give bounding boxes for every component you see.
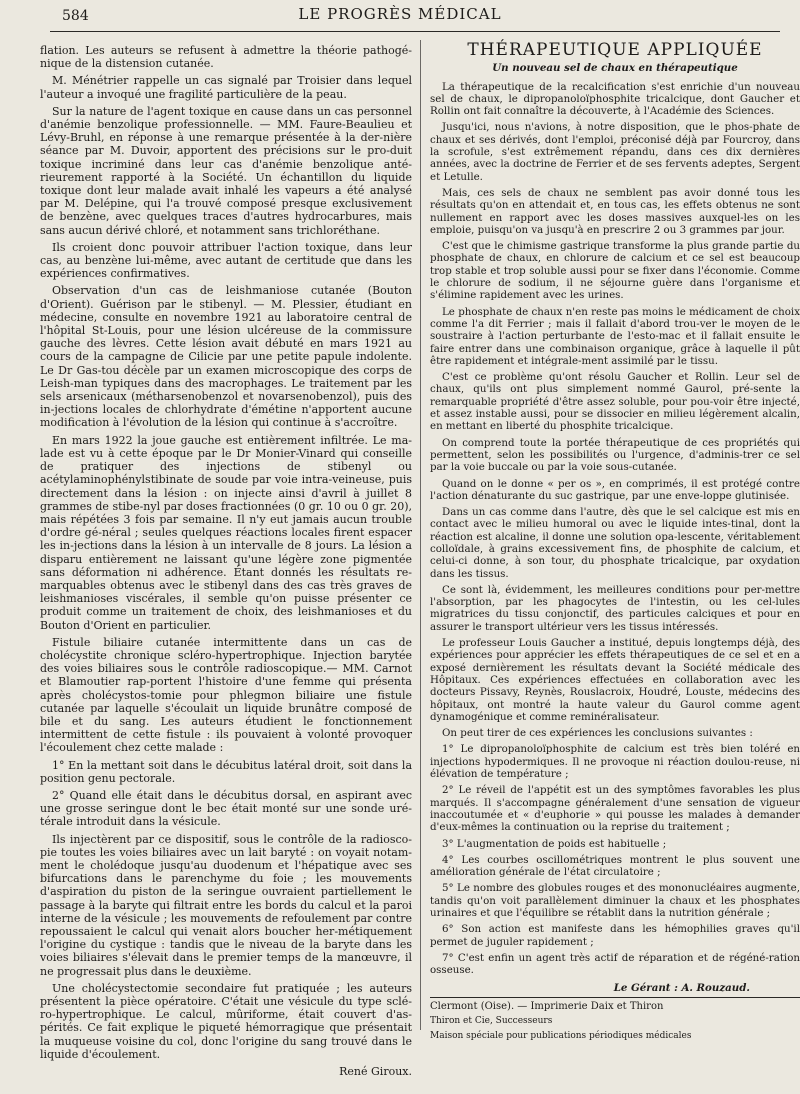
paragraph: M. Ménétrier rappelle un cas signalé par Troisier dans lequel l'auteur a invoqué une fragilité particulière de la peau.	[40, 74, 412, 101]
paragraph: C'est que le chimisme gastrique transforme la plus grande partie du phosphate de chaux, en chlorure de calcium et ce sel est beaucoup trop stable et trop soluble aussi pour se fixer dans l'économie. Comme le chlorure de sodium, il ne séjourne guère dans l'organisme et s'élimine rapidement avec les urines.	[430, 240, 800, 302]
column-divider	[420, 40, 421, 1030]
paragraph: Le phosphate de chaux n'en reste pas moins le médicament de choix comme l'a dit Ferrier ; mais il fallait d'abord trou-ver le moyen de le soustraire à l'action perturbante de l'esto-mac et il fallait ensuite le faire entrer dans une combinaison organique, grâce à laquelle il pût être rapidement et intégrale-ment assimilé par le tissu.	[430, 305, 800, 367]
paragraph: Fistule biliaire cutanée intermittente dans un cas de cholécystite chronique scléro-hypertrophique. Injection barytée des voies biliaires sous le contrôle radioscopique.— MM. Carnot et Blamoutier rap-portent l'histoire d'une femme qui présenta après cholécystos-tomie pour phlegmon biliaire une fistule cutanée par laquelle s'écoulait un liquide brunâtre composé de bile et du sang. Les auteurs étudient le fonctionnement intermittent de cette fistule : ils pouvaient à volonté provoquer l'écoulement chez cette malade :	[40, 635, 412, 755]
list-item: 6° Son action est manifeste dans les hémophilies graves qu'il permet de juguler rapidement ;	[430, 923, 800, 948]
printer-line: Maison spéciale pour publications périodiques médicales	[430, 1030, 692, 1041]
list-item: 3° L'augmentation de poids est habituelle ;	[442, 837, 667, 850]
paragraph: Le professeur Louis Gaucher a institué, depuis longtemps déjà, des expériences pour apprécier les effets thérapeutiques de ce sel et en a exposé dernièrement les résultats devant la Société médicale des Hôpitaux. Ces expériences effectuées en collaboration avec les docteurs Pissavy, Reynès, Rouslacroix, Houdré, Louste, médecins des hôpitaux, ont montré la haute valeur du Gaurol comme agent dynamogénique et comme reminéralisateur.	[430, 637, 800, 723]
right-column	[430, 40, 800, 1046]
paragraph: Ils injectèrent par ce dispositif, sous le contrôle de la radiosco-pie toutes les voies biliaires avec un lait baryté : on voyait notam-ment le cholédoque jusqu'au duodenum et l'hépatique avec ses bifurcations dans le parenchyme du foie ; les mouvements d'aspiration du piston de la seringue ouvraient partiellement le passage à la baryte qui filtrait entre les bords du calcul et la paroi interne de la vésicule ; les mouvements de refoulement par contre repoussaient le calcul qui venait alors boucher her-métiquement l'origine du cystique : tandis que le niveau de la baryte dans les voies biliaires s'élevait dans le premier temps de la manœuvre, il ne progressait plus dans le deuxième.	[40, 832, 412, 978]
journal-title: LE PROGRÈS MÉDICAL	[298, 5, 502, 23]
paragraph: Ils croient donc pouvoir attribuer l'action toxique, dans leur cas, au benzène lui-même, avec autant de certitude que dans les expériences confirmatives.	[40, 240, 412, 281]
list-item: 1° Le dipropanoloïphosphite de calcium est très bien toléré en injections hypodermiques. Il ne provoque ni réaction doulou-reuse, ni élévation de température ;	[430, 743, 800, 781]
printer-line: Clermont (Oise). — Imprimerie Daix et Thiron	[430, 1000, 664, 1012]
paragraph: Une cholécystectomie secondaire fut pratiquée ; les auteurs présentent la pièce opératoire. C'était une vésicule du type sclé-ro-hypertrophique. Le calcul, mûriforme, était couvert d'as-pérités. Ce fait explique le piqueté hémorragique que présentait la muqueuse voisine du col, donc l'origine du sang trouvé dans le liquide d'écoulement.	[40, 981, 412, 1061]
article-subtitle: Un nouveau sel de chaux en thérapeutique	[492, 62, 738, 75]
paragraph: Ce sont là, évidemment, les meilleures conditions pour per-mettre l'absorption, par les phagocytes de l'intestin, ou les cel-lules migratrices du tissu conjonctif, des particules calciques et pour en assurer le transport ultérieur vers les tissus intéressés.	[430, 583, 800, 633]
left-column	[40, 44, 412, 1078]
paragraph: C'est ce problème qu'ont résolu Gaucher et Rollin. Leur sel de chaux, qu'ils ont plus simplement nommé Gaurol, pré-sente la remarquable propriété d'être assez soluble, pour pou-voir être injecté, et assez instable aussi, pour se dissocier en milieu légèrement alcalin, en mettant en liberté du phosphite tricalcique.	[430, 371, 800, 433]
paragraph: Dans un cas comme dans l'autre, dès que le sel calcique est mis en contact avec le milieu humoral ou avec le liquide intes-tinal, dont la réaction est alcaline, il donne une solution opa-lescente, véritablement colloïdale, à grains excessivement fins, de phosphite de calcium, et celui-ci donne, à son tour, du phosphate tricalcique, par oxydation dans les tissus.	[430, 506, 800, 580]
list-item: 5° Le nombre des globules rouges et des mononucléaires augmente, tandis qu'on voit parallèlement diminuer la chaux et les phosphates urinaires et que l'équilibre se rétablit dans la nutrition générale ;	[430, 882, 800, 919]
paragraph: On peut tirer de ces expériences les conclusions suivantes :	[442, 727, 753, 740]
footer-rule	[430, 997, 800, 998]
page-number: 584	[62, 8, 89, 24]
paragraph: Observation d'un cas de leishmaniose cutanée (Bouton d'Orient). Guérison par le stibenyl. — M. Plessier, étudiant en médecine, consulte en novembre 1921 au laboratoire central de l'hôpital St-Louis, pour une lésion ulcéreuse de la commissure gauche des lèvres. Cette lésion avait débuté en mars 1921 au cours de la campagne de Cilicie par une petite papule indolente. Le Dr Gas-tou décèle par un examen microscopique des corps de Leish-man typiques dans des macrophages. Le traitement par les sels arsenicaux (métharsenobenzol et novarsenobenzol), puis des in-jections locales de chlorhydrate d'émétine n'apportent aucune modification à l'évolution de la lésion qui continue à s'accroître.	[40, 284, 412, 430]
paragraph: Jusqu'ici, nous n'avions, à notre disposition, que le phos-phate de chaux et ses dérivés, dont l'emploi, préconisé déjà par Fourcroy, dans la scrofule, s'est extrêmement répandu, dans ces dix dernières années, avec la doctrine de Ferrier et de ses fervents adeptes, Sergent et Letulle.	[430, 121, 800, 183]
paragraph: En mars 1922 la joue gauche est entièrement infiltrée. Le ma-lade est vu à cette époque par le Dr Monier-Vinard qui conseille de pratiquer des injections de stibenyl ou acétylaminophénylstibinate de soude par voie intra-veineuse, puis directement dans la lésion : on injecte ainsi d'avril à juillet 8 grammes de stibe-nyl par doses fractionnées (0 gr. 10 ou 0 gr. 20), mais répétées 3 fois par semaine. Il n'y eut jamais aucun trouble d'ordre gé-néral ; seules quelques réactions locales firent espacer les in-jections dans la lésion à un intervalle de 8 jours. La lésion a disparu entièrement ne laissant qu'une légère zone pigmentée sans déformation ni adhérence. Étant donnés les résultats re-marquables obtenus avec le stibenyl dans des cas très graves de leishmanioses viscérales, il semble qu'on puisse présenter ce produit comme un traitement de choix, des leishmanioses et du Bouton d'Orient en particulier.	[40, 433, 412, 632]
paragraph: 2° Quand elle était dans le décubitus dorsal, en aspirant avec une grosse seringue dont le bec était monté sur une sonde uré-térale introduit dans la vésicule.	[40, 788, 412, 829]
list-item: 2° Le réveil de l'appétit est un des symptômes favorables les plus marqués. Il s'accompagne généralement d'une sensation de vigueur inaccoutumée et « d'euphorie » qui pousse les malades à demander d'eux-mêmes la continuation ou la reprise du traitement ;	[430, 784, 800, 834]
paragraph: Quand on le donne « per os », en comprimés, il est protégé contre l'action dénaturante du suc gastrique, par une enve-loppe glutinisée.	[430, 477, 800, 502]
paragraph: Mais, ces sels de chaux ne semblent pas avoir donné tous les résultats qu'on en attendait et, en tous cas, les effets obtenus ne sont nullement en rapport avec les doses massives auxquel-les on les emploie, puisqu'on va jusqu'à en prescrire 2 ou 3 grammes par jour.	[430, 186, 800, 236]
paragraph: Sur la nature de l'agent toxique en cause dans un cas personnel d'anémie benzolique professionnelle. — MM. Faure-Beaulieu et Lévy-Bruhl, en réponse à une remarque présentée à la der-nière séance par M. Duvoir, apportent des précisions sur le pro-duit toxique incriminé dans leur cas d'anémie benzolique anté-rieurement rapporté à la Société. Un échantillon du liquide toxique dont leur malade avait inhalé les vapeurs a été analysé par M. Delépine, qui l'a trouvé composé presque exclusivement de benzène, avec quelques traces d'autres hydrocarbures, mais sans aucun dérivé chloré, et notamment sans trichloréthane.	[40, 104, 412, 237]
page-header	[0, 0, 800, 40]
list-item: 4° Les courbes oscillométriques montrent le plus souvent une amélioration générale de l'état circulatoire ;	[430, 853, 800, 879]
author-signature: René Giroux.	[339, 1065, 412, 1079]
gerant-signature: Le Gérant : A. Rouzaud.	[613, 982, 750, 995]
section-title: THÉRAPEUTIQUE APPLIQUÉE	[467, 40, 763, 60]
paragraph: 1° En la mettant soit dans le décubitus latéral droit, soit dans la position genu pectorale.	[40, 758, 412, 785]
printer-line: Thiron et Cie, Successeurs	[430, 1015, 553, 1026]
paragraph: On comprend toute la portée thérapeutique de ces propriétés qui permettent, selon les possibilités ou l'urgence, d'adminis-trer ce sel par la voie buccale ou par la voie sous-cutanée.	[430, 436, 800, 474]
list-item: 7° C'est enfin un agent très actif de réparation et de régéné-ration osseuse.	[430, 951, 800, 977]
header-rule	[50, 31, 780, 32]
paragraph: La thérapeutique de la recalcification s'est enrichie d'un nouveau sel de chaux, le dipropanoloïphosphite tricalcique, dont Gaucher et Rollin ont fait connaître la découverte, à l'Académie des Sciences.	[430, 80, 800, 118]
paragraph: flation. Les auteurs se refusent à admettre la théorie pathogé-nique de la distension cutanée.	[40, 44, 412, 71]
